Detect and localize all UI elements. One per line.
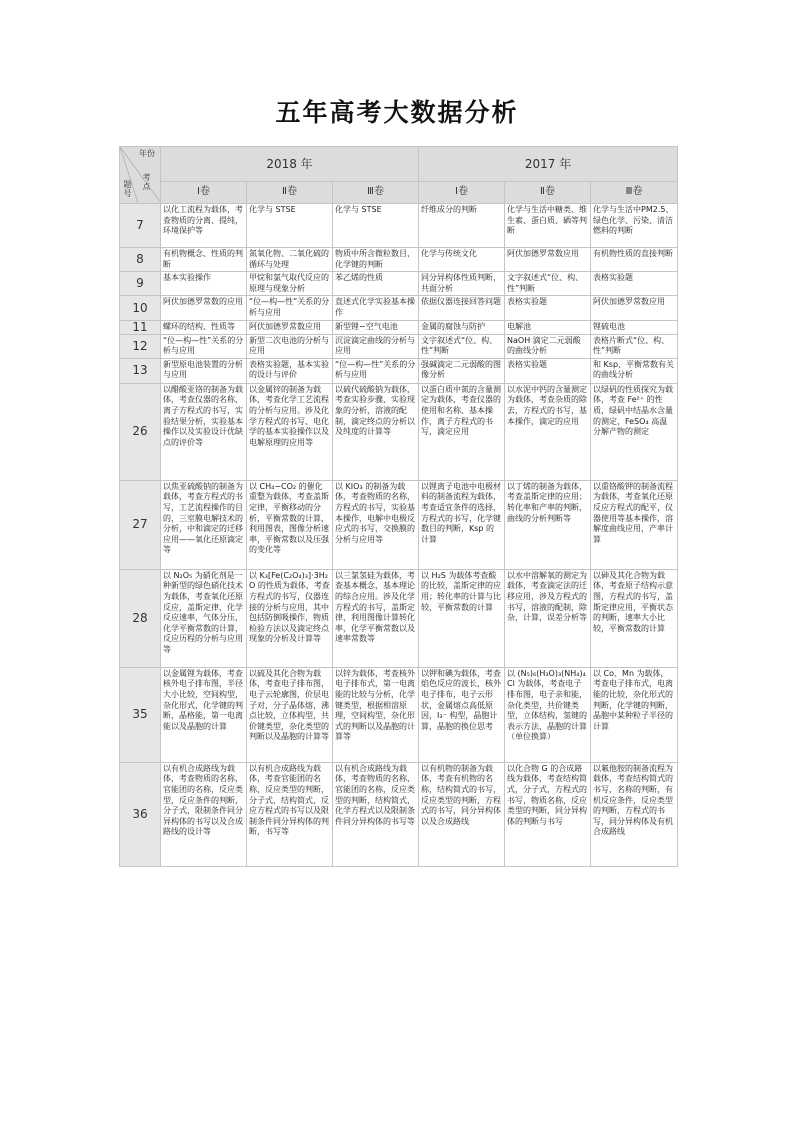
topic-cell: 化学与生活中糖类、维生素、蛋白质、硒等判断 <box>505 204 591 248</box>
question-number: 11 <box>120 320 161 334</box>
topic-cell: 以锌为载体，考查核外电子排布式，第一电离能的比较与分析，化学键类型，根据相溶原理，空间构型，杂化形式的判断以及晶胞的计算等 <box>333 667 419 762</box>
topic-cell: 以 N₂O₅ 为硝化剂是一种新型的绿色硝化技术为载体，考查氧化还原反应，盖斯定律，化学反应速率，气体分压，化学平衡常数的计算，反应历程的分析与应用等 <box>161 569 247 667</box>
topic-cell: 以 K₃[Fe(C₂O₄)₃]·3H₂O 的性质为载体，考查方程式的书写，仪器连接的分析与应用，其中包括防倒吸操作，物质检验方法以及滴定终点现象的分析及计算等 <box>247 569 333 667</box>
question-number: 8 <box>120 248 161 272</box>
topic-cell: 物质中所含微粒数目，化学键的判断 <box>333 248 419 272</box>
table-row <box>120 480 678 569</box>
topic-cell: 以水中溶解氧的测定为载体，考查滴定法的迁移应用，涉及方程式的书写，溶液的配制，除杂，计算，误差分析等 <box>505 569 591 667</box>
topic-cell: 阿伏加德罗常数的应用 <box>161 296 247 320</box>
question-number: 26 <box>120 383 161 480</box>
corner-header <box>120 147 161 204</box>
topic-cell: 螺环的结构、性质等 <box>161 320 247 334</box>
topic-cell: 以氟他胺的制备流程为载体，考查结构简式的书写，名称的判断，有机反应条件，反应类型的判断，方程式的书写，同分异构体及有机合成路线 <box>591 762 678 866</box>
topic-cell: 有机物性质的直接判断 <box>591 248 678 272</box>
topic-cell: 化学与 STSE <box>247 204 333 248</box>
topic-cell: 直述式化学实验基本操作 <box>333 296 419 320</box>
volume-header: Ⅰ卷 <box>161 182 247 204</box>
topic-cell: 表格实验题，基本实验的设计与评价 <box>247 358 333 383</box>
table-row <box>120 667 678 762</box>
year-header-row <box>120 147 678 182</box>
question-number: 36 <box>120 762 161 866</box>
topic-cell: 以 KIO₃ 的制备为载体，考查物质的名称，方程式的书写，实验基本操作，电解中电极反应式的书写，交换膜的分析与应用等 <box>333 480 419 569</box>
topic-cell: 以硫及其化合物为载体，考查电子排布图，电子云轮廓图，价层电子对，分子晶体熔，沸点比较，立体构型，共价键类型，杂化类型的判断以及晶胞的计算等 <box>247 667 333 762</box>
topic-cell: 表格实验题 <box>591 272 678 296</box>
topic-cell: 以重铬酸钾的制备流程为载体，考查氧化还原反应方程式的配平，仪器使用等基本操作，溶解度曲线应用，产率计算 <box>591 480 678 569</box>
corner-num-label: 题号 <box>123 180 132 198</box>
topic-cell: “位—构—性”关系的分析与应用 <box>333 358 419 383</box>
year-2017-header: 2017 年 <box>419 147 678 182</box>
topic-cell: 依据仪器连接回答问题 <box>419 296 505 320</box>
topic-cell: 化学与 STSE <box>333 204 419 248</box>
topic-cell: 文字叙述式“位、构、性”判断 <box>419 334 505 358</box>
topic-cell: 以丁烯的制备为载体，考查盖斯定律的应用；转化率和产率的判断，曲线的分析判断等 <box>505 480 591 569</box>
topic-cell: 以 CH₄−CO₂ 的催化重整为载体，考查盖斯定律，平衡移动的分析，平衡常数的计算，利用图表，图像分析速率，平衡常数以及压强的变化等 <box>247 480 333 569</box>
volume-header: Ⅱ卷 <box>247 182 333 204</box>
topic-cell: 以三氯氢硅为载体，考查基本概念，基本理论的综合应用。涉及化学方程式的书写，盖斯定律，利用图像计算转化率，化学平衡常数以及速率常数等 <box>333 569 419 667</box>
topic-cell: 基本实验操作 <box>161 272 247 296</box>
topic-cell: 以锂离子电池中电极材料的制备流程为载体，考查适宜条件的选择，方程式的书写，化学键数目的判断，Ksp 的计算 <box>419 480 505 569</box>
table-body <box>120 204 678 867</box>
volume-header-row <box>120 182 678 204</box>
table-row <box>120 248 678 272</box>
topic-cell: 纤维成分的判断 <box>419 204 505 248</box>
topic-cell: 有机物概念、性质的判断 <box>161 248 247 272</box>
topic-cell: 阿伏加德罗常数应用 <box>505 248 591 272</box>
question-number: 10 <box>120 296 161 320</box>
question-number: 27 <box>120 480 161 569</box>
topic-cell: 以水泥中钙的含量测定为载体，考查杂质的除去，方程式的书写，基本操作，滴定的应用 <box>505 383 591 480</box>
table-row <box>120 569 678 667</box>
question-number: 28 <box>120 569 161 667</box>
topic-cell: 以有机合成路线为载体，考查物质的名称，官能团的名称，反应类型的判断，结构简式，化学方程式以及限制条件同分异构体的书写等 <box>333 762 419 866</box>
topic-cell: 氮氧化物、二氧化硫的循环与处理 <box>247 248 333 272</box>
question-number: 35 <box>120 667 161 762</box>
table-row <box>120 296 678 320</box>
topic-cell: 阿伏加德罗常数应用 <box>591 296 678 320</box>
topic-cell: 新型锂−空气电池 <box>333 320 419 334</box>
topic-cell: 以砷及其化合物为载体，考查原子结构示意图，方程式的书写，盖斯定律应用，平衡状态的判断，速率大小比较，平衡常数的计算 <box>591 569 678 667</box>
topic-cell: 以硫代硫酸钠为载体，考查实验步骤、实验现象的分析，溶液的配制，滴定终点的分析以及纯度的计算等 <box>333 383 419 480</box>
topic-cell: 阿伏加德罗常数应用 <box>247 320 333 334</box>
page-title: 五年高考大数据分析 <box>275 98 519 127</box>
topic-cell: 强碱滴定二元弱酸的图像分析 <box>419 358 505 383</box>
question-number: 9 <box>120 272 161 296</box>
topic-cell: 以金属锌的制备为载体，考查化学工艺流程的分析与应用。涉及化学方程式的书写、电化学的基本实验操作以及电解原理的应用等 <box>247 383 333 480</box>
volume-header: Ⅱ卷 <box>505 182 591 204</box>
topic-cell: 和 Ksp、平衡常数有关的曲线分析 <box>591 358 678 383</box>
table-row <box>120 272 678 296</box>
topic-cell: 化学与生活中PM2.5、绿色化学、污染、清洁燃料的判断 <box>591 204 678 248</box>
topic-cell: 表格片断式“位、构、性”判断 <box>591 334 678 358</box>
volume-header: Ⅰ卷 <box>419 182 505 204</box>
topic-cell: 表格实验题 <box>505 358 591 383</box>
table-row <box>120 383 678 480</box>
topic-cell: 化学与传统文化 <box>419 248 505 272</box>
topic-cell: 新型原电池装置的分析与应用 <box>161 358 247 383</box>
topic-cell: 以有机合成路线为载体，考查物质的名称，官能团的名称，反应类型，反应条件的判断，分子式，限制条件同分异构体的书写以及合成路线的设计等 <box>161 762 247 866</box>
topic-cell: 以绿矾的性质探究为载体，考查 Fe²⁺ 的性质，绿矾中结晶水含量的测定，FeSO₄ 高温分解产物的测定 <box>591 383 678 480</box>
topic-cell: 以醋酸亚铬的制备为载体，考查仪器的名称，离子方程式的书写，实验结果分析，实验基本操作以及实验设计优缺点的评价等 <box>161 383 247 480</box>
topic-cell: 以 Co、Mn 为载体，考查电子排布式，电离能的比较，杂化形式的判断，化学键的判断，晶胞中某种粒子半径的计算 <box>591 667 678 762</box>
topic-cell: 电解池 <box>505 320 591 334</box>
topic-cell: 以化工流程为载体，考查物质的分离、提纯，环境保护等 <box>161 204 247 248</box>
topic-cell: 以有机物的制备为载体，考查有机物的名称，结构简式的书写，反应类型的判断，方程式的书写，同分异构体以及合成路线 <box>419 762 505 866</box>
topic-cell: 以钾和碘为载体，考查焰色反应的波长，核外电子排布，电子云形状，金属熔点高低原因，I₃⁻ 构型，晶胞计算，晶胞的换位思考 <box>419 667 505 762</box>
table-row <box>120 334 678 358</box>
topic-cell: 以 H₂S 为载体考查酸的比较，盖斯定律的应用；转化率的计算与比较，平衡常数的计算 <box>419 569 505 667</box>
volume-header: Ⅲ卷 <box>333 182 419 204</box>
volume-header: Ⅲ卷 <box>591 182 678 204</box>
topic-cell: 以有机合成路线为载体，考查官能团的名称，反应类型的判断，分子式，结构简式，反应方程式的书写以及限制条件同分异构体的判断，书写等 <box>247 762 333 866</box>
corner-point-label: 考点 <box>142 173 151 191</box>
question-number: 7 <box>120 204 161 248</box>
question-number: 12 <box>120 334 161 358</box>
question-number: 13 <box>120 358 161 383</box>
topic-cell: 文字叙述式“位、构、性”判断 <box>505 272 591 296</box>
topic-cell: 表格实验题 <box>505 296 591 320</box>
topic-cell: 苯乙烯的性质 <box>333 272 419 296</box>
topic-cell: 甲烷和氯气取代反应的原理与现象分析 <box>247 272 333 296</box>
corner-year-label: 年份 <box>139 149 155 158</box>
exam-analysis-table <box>119 146 678 867</box>
table-row <box>120 762 678 866</box>
topic-cell: 金属的腐蚀与防护 <box>419 320 505 334</box>
year-2018-header: 2018 年 <box>161 147 419 182</box>
topic-cell: 以焦亚硫酸钠的制备为载体，考查方程式的书写，工艺流程操作的目的，三室膜电解技术的分析，中和滴定的迁移应用——氧化还原滴定等 <box>161 480 247 569</box>
topic-cell: 同分异构体性质判断，共面分析 <box>419 272 505 296</box>
topic-cell: 以化合物 G 的合成路线为载体，考查结构简式，分子式，方程式的书写，物质名称，反应类型的判断，同分异构体的判断与书写 <box>505 762 591 866</box>
topic-cell: NaOH 滴定二元弱酸的曲线分析 <box>505 334 591 358</box>
table-row <box>120 320 678 334</box>
topic-cell: 锂硫电池 <box>591 320 678 334</box>
topic-cell: 沉淀滴定曲线的分析与应用 <box>333 334 419 358</box>
table-row <box>120 358 678 383</box>
topic-cell: 以蛋白质中氮的含量测定为载体，考查仪器的使用和名称、基本操作，离子方程式的书写，滴定应用 <box>419 383 505 480</box>
topic-cell: 新型二次电池的分析与应用 <box>247 334 333 358</box>
topic-cell: 以 (N₅)₆(H₃O)₃(NH₄)₄Cl 为载体，考查电子排布图，电子亲和能，杂化类型，共价键类型，立体结构，氢键的表示方法，晶胞的计算（单位换算） <box>505 667 591 762</box>
topic-cell: “位—构—性”关系的分析与应用 <box>161 334 247 358</box>
topic-cell: “位—构—性”关系的分析与应用 <box>247 296 333 320</box>
table-row <box>120 204 678 248</box>
topic-cell: 以金属锂为载体，考查核外电子排布图，半径大小比较，空间构型，杂化形式，化学键的判断，晶格能，第一电离能以及晶胞的计算 <box>161 667 247 762</box>
